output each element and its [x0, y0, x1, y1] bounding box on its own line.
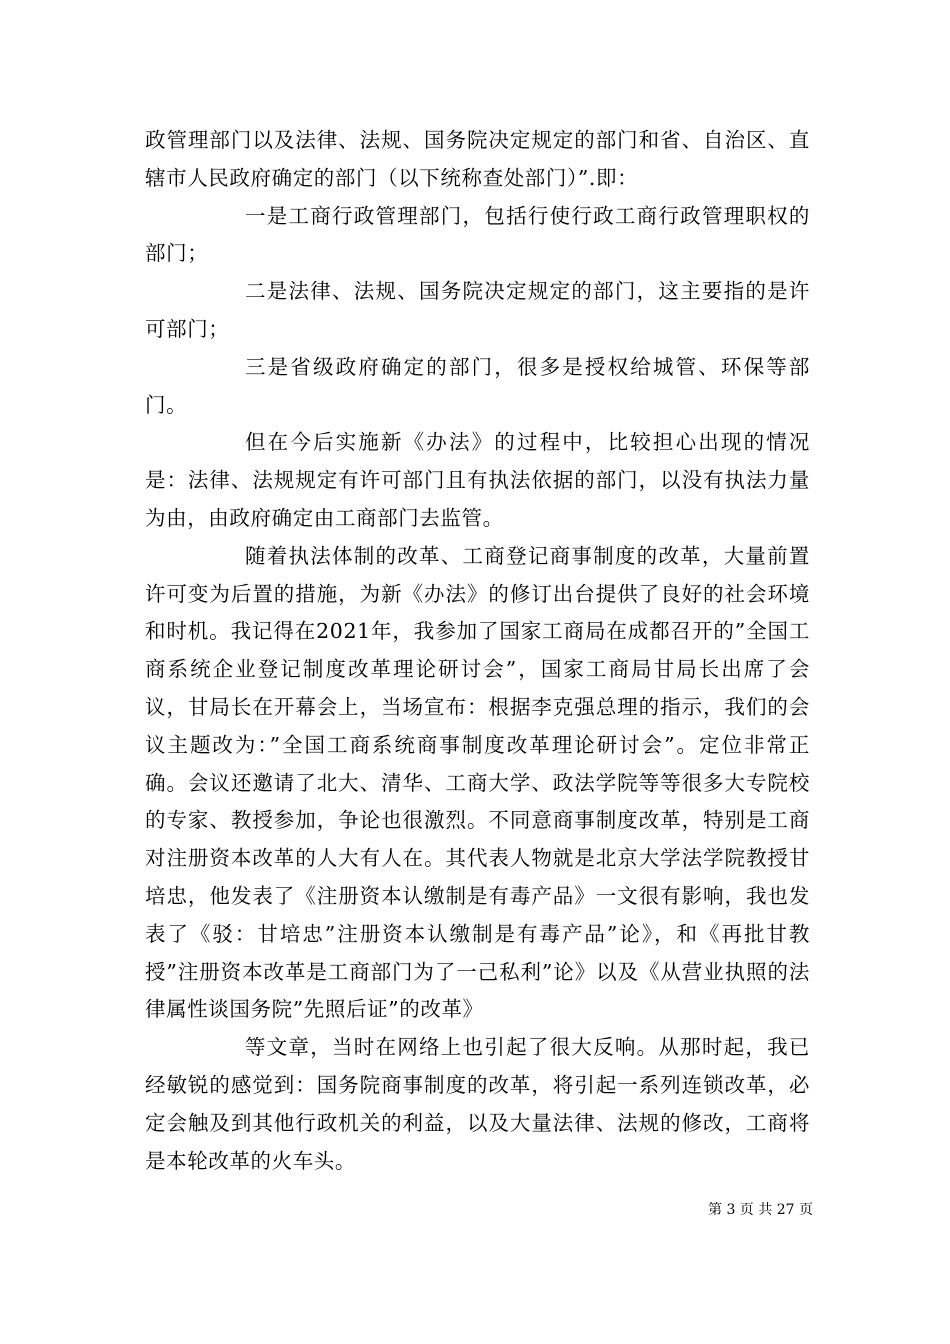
page-number: 第 3 页 共 27 页	[708, 1202, 813, 1218]
paragraph-item-one: 一是工商行政管理部门，包括行使行政工商行政管理职权的部门；	[145, 203, 810, 266]
paragraph-reform: 随着执法体制的改革、工商登记商事制度的改革，大量前置许可变为后置的措施，为新《办法》的修订出台提供了良好的社会环境和时机。我记得在2021年，我参加了国家工商局在成都召开的”全国工商系统企业登记制度改革理论研讨会”，国家工商局甘局长出席了会议，甘局长在开幕会上，当场宣布：根据李克强总理的指示，我们的会议主题改为：”全国工商系统商事制度改革理论研讨会”。定位非常正确。会议还邀请了北大、清华、工商大学、政法学院等等很多大专院校的专家、教授参加，争论也很激烈。不同意商事制度改革，特别是工商对注册资本改革的人大有人在。其代表人物就是北京大学法学院教授甘培忠，他发表了《注册资本认缴制是有毒产品》一文很有影响，我也发表了《驳：甘培忠”注册资本认缴制是有毒产品”论》，和《再批甘教授”注册资本改革是工商部门为了一己私利”论》以及《从营业执照的法律属性谈国务院”先照后证”的改革》	[145, 543, 810, 1022]
paragraph-concern: 但在今后实施新《办法》的过程中，比较担心出现的情况是：法律、法规规定有许可部门且有执法依据的部门，以没有执法力量为由，由政府确定由工商部门去监管。	[145, 430, 810, 530]
document-page	[145, 122, 810, 1180]
paragraph-articles: 等文章，当时在网络上也引起了很大反响。从那时起，我已经敏锐的感觉到：国务院商事制度的改革，将引起一系列连锁改革，必定会触及到其他行政机关的利益，以及大量法律、法规的修改，工商将是本轮改革的火车头。	[145, 1035, 810, 1173]
paragraph-continuation: 政管理部门以及法律、法规、国务院决定规定的部门和省、自治区、直辖市人民政府确定的部门（以下统称查处部门）”.即：	[145, 128, 810, 190]
paragraph-item-two: 二是法律、法规、国务院决定规定的部门，这主要指的是许可部门；	[145, 279, 810, 341]
paragraph-item-three: 三是省级政府确定的部门，很多是授权给城管、环保等部门。	[145, 354, 810, 417]
